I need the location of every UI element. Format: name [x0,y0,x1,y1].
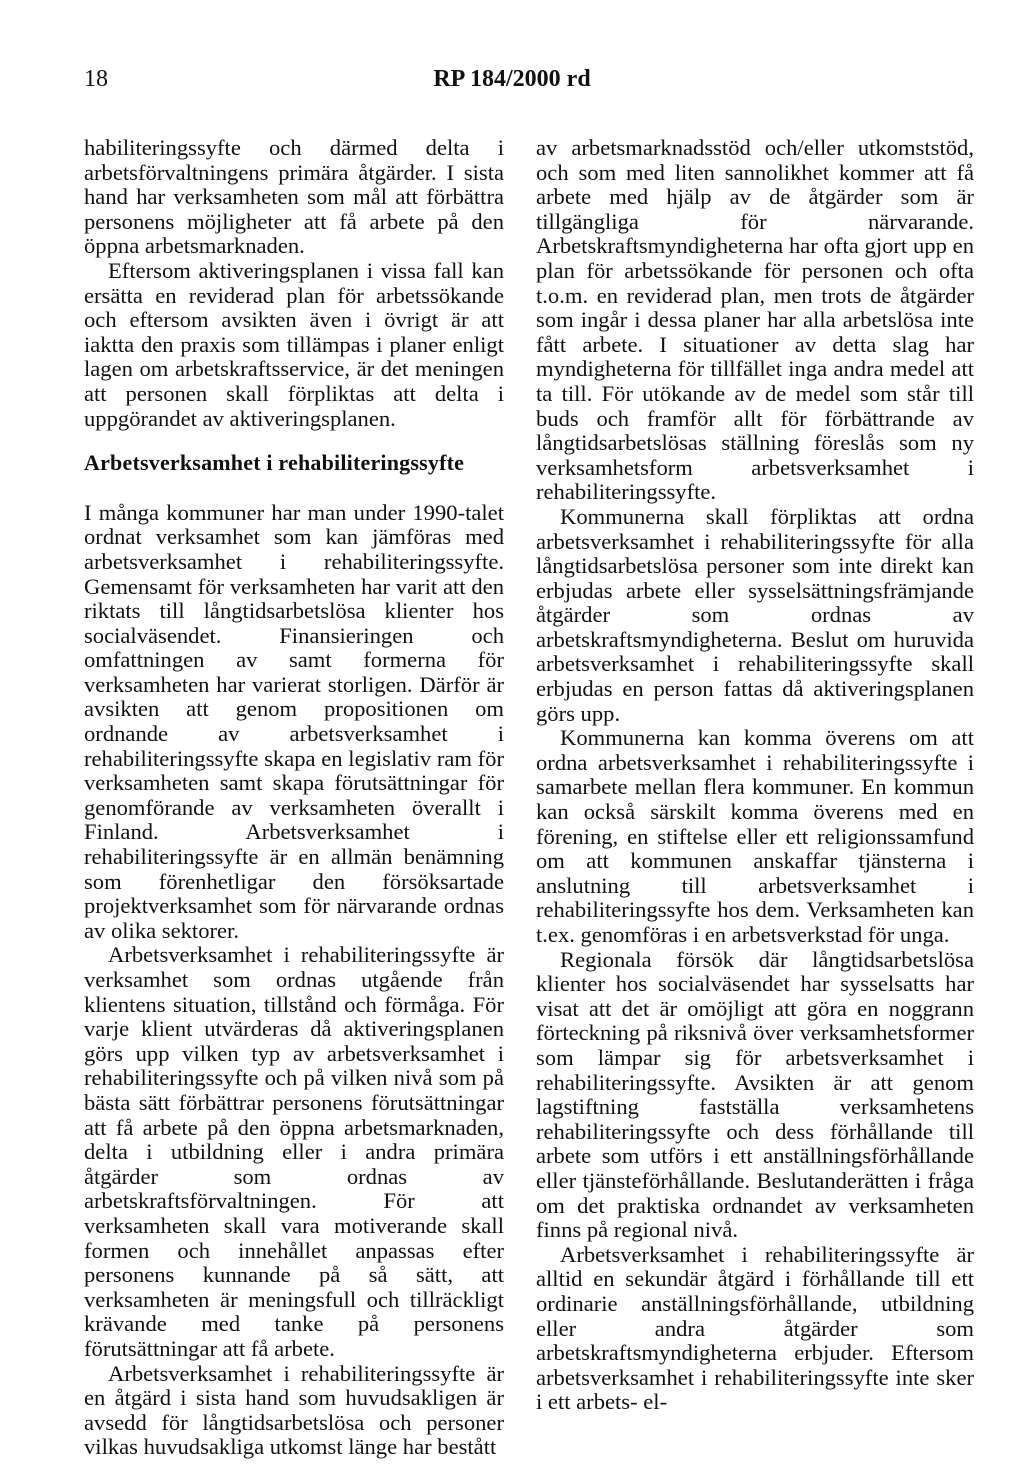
paragraph: I många kommuner har man under 1990-talet ordnat verksamhet som kan jämföras med arbetsverksamhet i rehabiliteringssyfte. Gemensamt för verksamheten har varit att den riktats till långtidsarbetslösa klienter hos socialväsendet. Finansieringen och omfattningen av samt formerna för verksamheten har varierat storligen. Därför är avsikten att genom propositionen om ordnande av arbetsverksamhet i rehabiliteringssyfte skapa en legislativ ram för verksamheten samt skapa förutsättningar för genomförande av verksamheten överallt i Finland. Arbetsverksamhet i rehabiliteringssyfte är en allmän benämning som förenhetligar den försöksartade projektverksamhet som för närvarande ordnas av olika sektorer. [84,499,504,943]
left-column [84,136,504,1460]
paragraph: Arbetsverksamhet i rehabiliteringssyfte är verksamhet som ordnas utgående från klientens situation, tillstånd och förmåga. För varje klient utvärderas då aktiveringsplanen görs upp vilken typ av arbetsverksamhet i rehabiliteringssyfte och på vilken nivå som på bästa sätt förbättrar personens förutsättningar att få arbete på den öppna arbetsmarknaden, delta i utbildning eller i andra primära åtgärder som ordnas av arbetskraftsförvaltningen. För att verksamheten skall vara motiverande skall formen och innehållet anpassas efter personens kunnande på så sätt, att verksamheten är meningsfull och tillräckligt krävande med tanke på personens förutsättningar att få arbete. [84,942,504,1361]
paragraph: Kommunerna skall förpliktas att ordna arbetsverksamhet i rehabiliteringssyfte för alla långtidsarbetslösa personer som inte direkt kan erbjudas arbete eller sysselsättningsfrämjande åtgärder som ordnas av arbetskraftsmyndigheterna. Beslut om huruvida arbetsverksamhet i rehabiliteringssyfte skall erbjudas en person fattas då aktiveringsplanen görs upp. [536,503,974,726]
paragraph: Arbetsverksamhet i rehabiliteringssyfte är en åtgärd i sista hand som huvudsakligen är avsedd för långtidsarbetslösa och personer vilkas huvudsakliga utkomst länge har bestått [84,1360,504,1460]
paragraph: Eftersom aktiveringsplanen i vissa fall kan ersätta en reviderad plan för arbetssökande och eftersom avsikten även i övrigt är att iaktta den praxis som tillämpas i planer enligt lagen om arbetskraftsservice, är det meningen att personen skall förpliktas att delta i uppgörandet av aktiveringsplanen. [84,257,504,431]
section-heading: Arbetsverksamhet i rehabiliteringssyfte [84,450,465,476]
paragraph: habiliteringssyfte och därmed delta i arbetsförvaltningens primära åtgärder. I sista hand har verksamheten som mål att förbättra personens möjligheter att få arbete på den öppna arbetsmarknaden. [84,135,504,259]
paragraph: av arbetsmarknadsstöd och/eller utkomststöd, och som med liten sannolikhet kommer att få arbete med hjälp av de åtgärder som är tillgängliga för närvarande. Arbetskraftsmyndigheterna har ofta gjort upp en plan för arbetssökande för personen och ofta t.o.m. en reviderad plan, men trots de åtgärder som ingår i dessa planer har alla arbetslösa inte fått arbete. I situationer av detta slag har myndigheterna för tillfället inga andra medel att ta till. För utökande av de medel som står till buds och framför allt för förbättrande av långtidsarbetslösas ställning föreslås som ny verksamhetsform arbetsverksamhet i rehabiliteringssyfte. [536,135,974,505]
running-header: RP 184/2000 rd [433,66,591,92]
paragraph: Regionala försök där långtidsarbetslösa klienter hos socialväsendet har sysselsatts har visat att det är omöjligt att göra en noggrann förteckning på riksnivå över verksamhetsformer som lämpar sig för arbetsverksamhet i rehabiliteringssyfte. Avsikten är att genom lagstiftning fastställa verksamhetens rehabiliteringssyfte och dess förhållande till arbete som utförs i ett anställningsförhållande eller tjänsteförhållande. Beslutanderätten i fråga om det praktiska ordnandet av verksamheten finns på regional nivå. [536,946,974,1243]
right-column [536,136,974,1415]
page-number: 18 [84,66,108,92]
paragraph: Arbetsverksamhet i rehabiliteringssyfte är alltid en sekundär åtgärd i förhållande till ett ordinarie anställningsförhållande, utbildning eller andra åtgärder som arbetskraftsmyndigheterna erbjuder. Eftersom arbetsverksamhet i rehabiliteringssyfte inte sker i ett arbets- el- [536,1241,974,1415]
paragraph: Kommunerna kan komma överens om att ordna arbetsverksamhet i rehabiliteringssyfte i samarbete mellan flera kommuner. En kommun kan också särskilt komma överens med en förening, en stiftelse eller ett religionssamfund om att kommunen anskaffar tjänsterna i anslutning till arbetsverksamhet i rehabiliteringssyfte hos dem. Verksamheten kan t.ex. genomföras i en arbetsverkstad för unga. [536,725,974,947]
